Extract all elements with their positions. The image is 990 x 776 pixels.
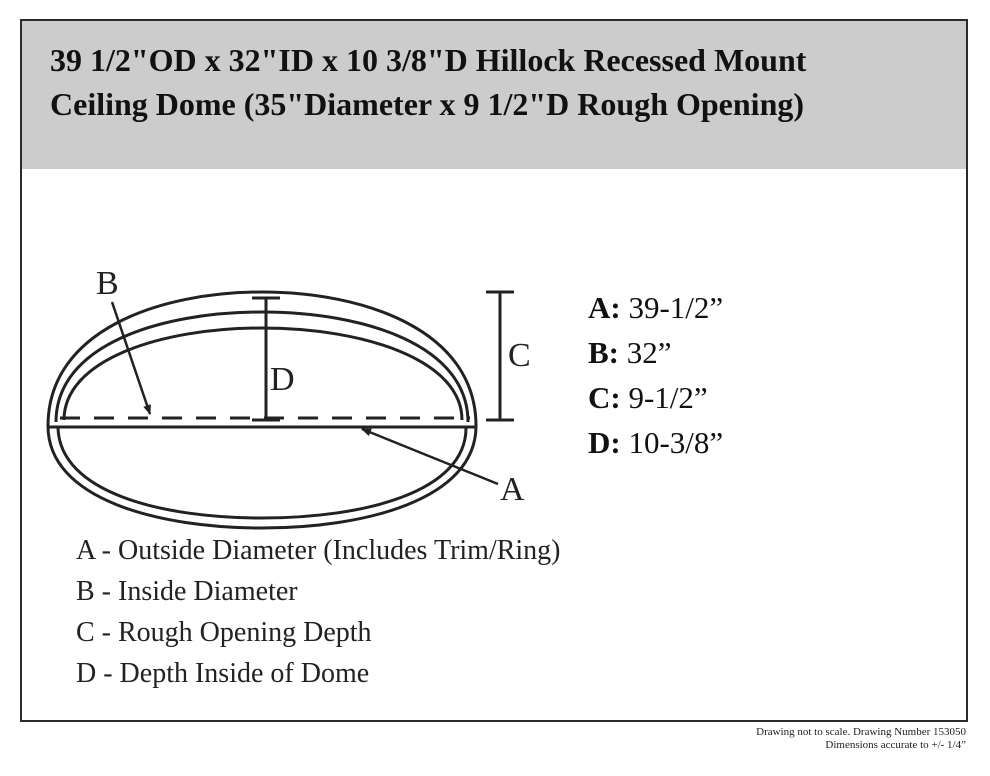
legend-item-b: B - Inside Diameter [76,576,298,607]
dimension-list [588,285,723,465]
dimension-d-key: D: [588,425,621,460]
label-a: A [500,471,525,508]
label-d: D [270,361,295,398]
trim-ring-bottom [48,426,476,528]
dimension-a-value: 39-1/2” [628,290,724,325]
dome-inner-arc-2 [64,328,462,420]
legend-item-c: C - Rough Opening Depth [76,617,372,648]
dimension-c [588,375,723,420]
footer-line-2: Dimensions accurate to +/- 1/4” [825,739,966,751]
dimension-b-value: 32” [626,335,672,370]
leader-b-arrow [112,302,150,414]
label-c: C [508,337,531,374]
dimension-b-key: B: [588,335,619,370]
legend-item-a: A - Outside Diameter (Includes Trim/Ring) [76,535,561,566]
legend [76,530,561,694]
legend-item-d: D - Depth Inside of Dome [76,658,370,689]
dimension-b [588,330,723,375]
leader-a-arrow [362,429,498,484]
label-b: B [96,265,119,302]
dimension-d [588,420,723,465]
dimension-a [588,285,723,330]
title-line-2: Ceiling Dome (35"Diameter x 9 1/2"D Rough Opening) [50,86,805,122]
dimension-d-value: 10-3/8” [628,425,724,460]
footer-note [756,726,966,752]
dimension-c-key: C: [588,380,621,415]
dimension-a-key: A: [588,290,621,325]
dimension-c-value: 9-1/2” [628,380,708,415]
title-line-1: 39 1/2"OD x 32"ID x 10 3/8"D Hillock Recessed Mount [50,42,807,78]
footer-line-1: Drawing not to scale. Drawing Number 153050 [756,726,966,738]
